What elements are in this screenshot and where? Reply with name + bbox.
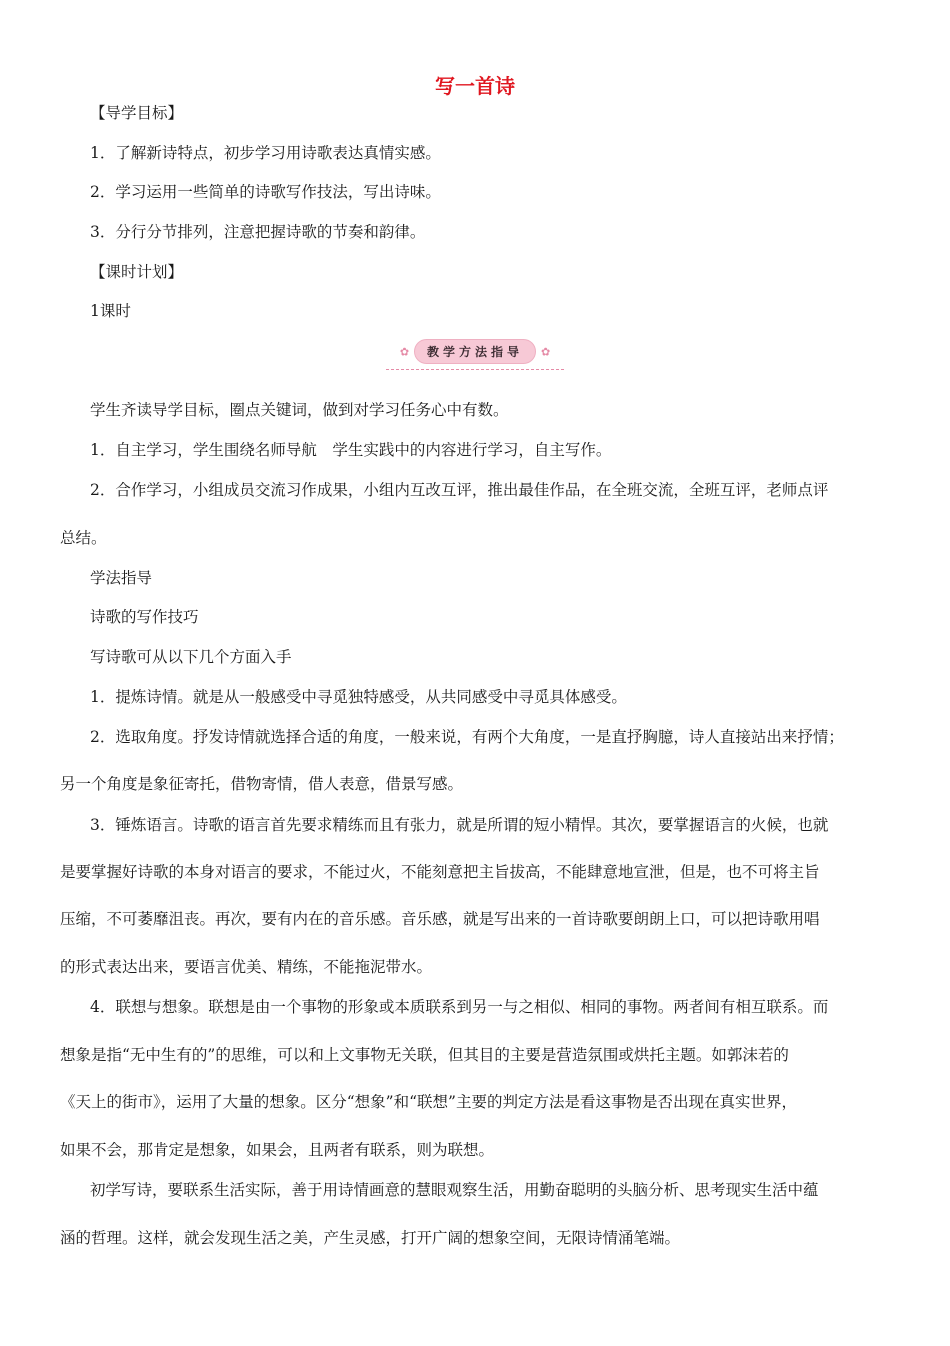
objectives-heading: 【导学目标】 (90, 104, 184, 122)
guide-paragraph-cont: 如果不会，那肯定是想象，如果会，且两者有联系，则为联想。 (60, 1141, 495, 1159)
plan-text: 1课时 (90, 302, 131, 320)
guide-paragraph-cont: 《天上的街市》，运用了大量的想象。区分“想象”和“联想”主要的判定方法是看这事物是否出现在真实世界， (60, 1093, 797, 1111)
guide-paragraph-cont: 压缩，不可萎靡沮丧。再次，要有内在的音乐感。音乐感，就是写出来的一首诗歌要朗朗上口，可以把诗歌用唱 (60, 910, 820, 928)
guide-paragraph: 3．锤炼语言。诗歌的语言首先要求精练而且有张力，就是所谓的短小精悍。其次，要掌握语言的火候，也就 (90, 816, 829, 834)
flower-icon: ✿ (399, 345, 410, 359)
objective-item: 1．了解新诗特点，初步学习用诗歌表达真情实感。 (90, 144, 441, 162)
section-banner (0, 337, 950, 370)
guide-paragraph-cont: 的形式表达出来，要语言优美、精练，不能拖泥带水。 (60, 958, 433, 976)
plan-heading: 【课时计划】 (90, 263, 184, 281)
guide-lead: 写诗歌可从以下几个方面入手 (90, 648, 292, 666)
banner-label: 教学方法指导 (414, 339, 536, 364)
document-title: 写一首诗 (435, 74, 515, 98)
method-step: 1．自主学习，学生围绕名师导航 学生实践中的内容进行学习，自主写作。 (90, 441, 612, 459)
guide-heading: 学法指导 (90, 569, 153, 587)
guide-subheading: 诗歌的写作技巧 (90, 608, 199, 626)
banner-divider (386, 369, 564, 370)
guide-paragraph: 4．联想与想象。联想是由一个事物的形象或本质联系到另一与之相似、相同的事物。两者间有相互联系。而 (90, 998, 829, 1016)
closing-paragraph: 初学写诗，要联系生活实际，善于用诗情画意的慧眼观察生活，用勤奋聪明的头脑分析、思考现实生活中蕴 (90, 1181, 819, 1199)
objective-item: 2．学习运用一些简单的诗歌写作技法，写出诗味。 (90, 183, 441, 201)
guide-paragraph: 2．选取角度。抒发诗情就选择合适的角度，一般来说，有两个大角度，一是直抒胸臆，诗人直接站出来抒情； (90, 728, 844, 746)
method-step-cont: 总结。 (60, 529, 107, 547)
flower-icon: ✿ (540, 345, 551, 359)
closing-paragraph-cont: 涵的哲理。这样，就会发现生活之美，产生灵感，打开广阔的想象空间，无限诗情涌笔端。 (60, 1229, 681, 1247)
guide-paragraph-cont: 想象是指“无中生有的”的思维，可以和上文事物无关联，但其目的主要是营造氛围或烘托主题。如郭沫若的 (60, 1046, 789, 1064)
objective-item: 3．分行分节排列，注意把握诗歌的节奏和韵律。 (90, 223, 426, 241)
method-intro: 学生齐读导学目标，圈点关键词，做到对学习任务心中有数。 (90, 401, 509, 419)
guide-paragraph: 1．提炼诗情。就是从一般感受中寻觅独特感受，从共同感受中寻觅具体感受。 (90, 688, 627, 706)
guide-paragraph-cont: 另一个角度是象征寄托，借物寄情，借人表意，借景写感。 (60, 775, 464, 793)
guide-paragraph-cont: 是要掌握好诗歌的本身对语言的要求，不能过火，不能刻意把主旨拔高，不能肆意地宣泄，但是，也不可将主旨 (60, 863, 820, 881)
method-step: 2．合作学习，小组成员交流习作成果，小组内互改互评，推出最佳作品，在全班交流，全班互评，老师点评 (90, 481, 829, 499)
